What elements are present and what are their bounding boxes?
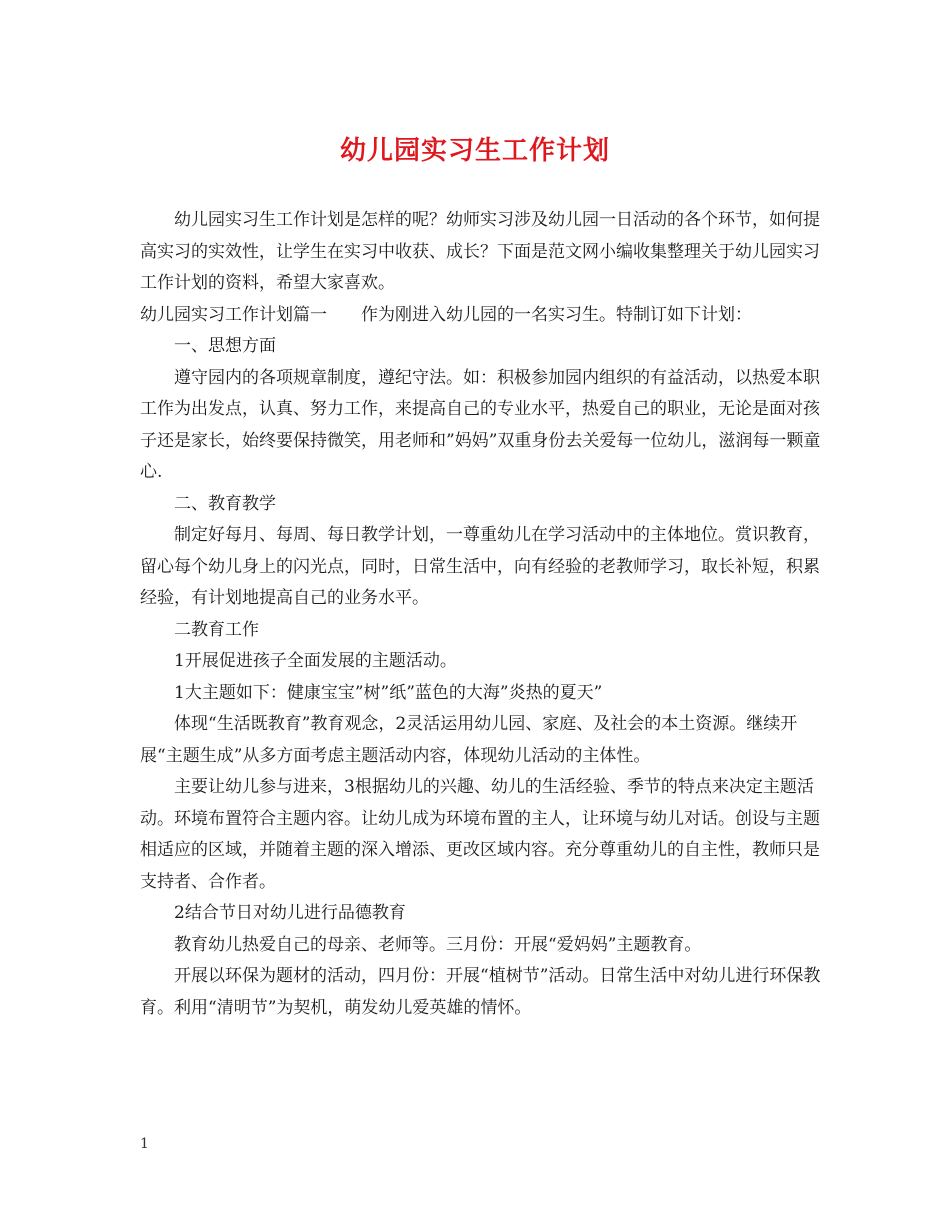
document-title: 幼儿园实习生工作计划 <box>339 136 610 166</box>
paragraph-thought-content: 遵守园内的各项规章制度，遵纪守法。如：积极参加园内组织的有益活动，以热爱本职工作为出发点，认真、努力工作，来提高自己的专业水平，热爱自己的职业，无论是面对孩子还是家长，始终要保持微笑，用老师和”妈妈”双重身份去关爱每一位幼儿，滋润每一颗童心. <box>140 367 821 482</box>
paragraph-moral-march: 教育幼儿热爱自己的母亲、老师等。三月份：开展“爱妈妈”主题教育。 <box>174 934 702 955</box>
paragraph-teaching-content: 制定好每月、每周、每日教学计划，一尊重幼儿在学习活动中的主体地位。赏识教育，留心每个幼儿身上的闪光点，同时，日常生活中，向有经验的老教师学习，取长补短，积累经验，有计划地提高自己的业务水平。 <box>140 525 820 608</box>
paragraph-moral-april: 开展以环保为题材的活动，四月份：开展“植树节”活动。日常生活中对幼儿进行环保教育。利用“清明节”为契机，萌发幼儿爱英雄的情怀。 <box>140 966 821 1018</box>
heading-teaching: 二、教育教学 <box>174 493 276 514</box>
paragraph-resources: 体现“生活既教育”教育观念，2灵活运用幼儿园、家庭、及社会的本土资源。继续开展“主题生成”从多方面考虑主题活动内容，体现幼儿活动的主体性。 <box>140 714 798 766</box>
list-item-2-moral: 2结合节日对幼儿进行品德教育 <box>174 903 406 923</box>
paragraph-chapter-one: 幼儿园实习工作计划篇一 作为刚进入幼儿园的一名实习生。特制订如下计划： <box>140 304 752 325</box>
list-item-1: 1开展促进孩子全面发展的主题活动。 <box>174 651 457 671</box>
paragraph-intro: 幼儿园实习生工作计划是怎样的呢？幼师实习涉及幼儿园一日活动的各个环节，如何提高实习的实效性，让学生在实习中收获、成长？下面是范文网小编收集整理关于幼儿园实习工作计划的资料，希望大家喜欢。 <box>140 210 820 293</box>
document-body <box>140 205 830 1024</box>
list-item-1-themes: 1大主题如下：健康宝宝”树”纸”蓝色的大海”炎热的夏天” <box>174 682 603 703</box>
paragraph-interest: 主要让幼儿参与进来，3根据幼儿的兴趣、幼儿的生活经验、季节的特点来决定主题活动。环境布置符合主题内容。让幼儿成为环境布置的主人，让环境与幼儿对话。创设与主题相适应的区域，并随着主题的深入增添、更改区域内容。充分尊重幼儿的自主性，教师只是支持者、合作者。 <box>140 777 820 892</box>
page-number: 1 <box>140 1136 149 1152</box>
heading-thought: 一、思想方面 <box>174 336 276 356</box>
heading-education-work: 二教育工作 <box>174 619 259 640</box>
